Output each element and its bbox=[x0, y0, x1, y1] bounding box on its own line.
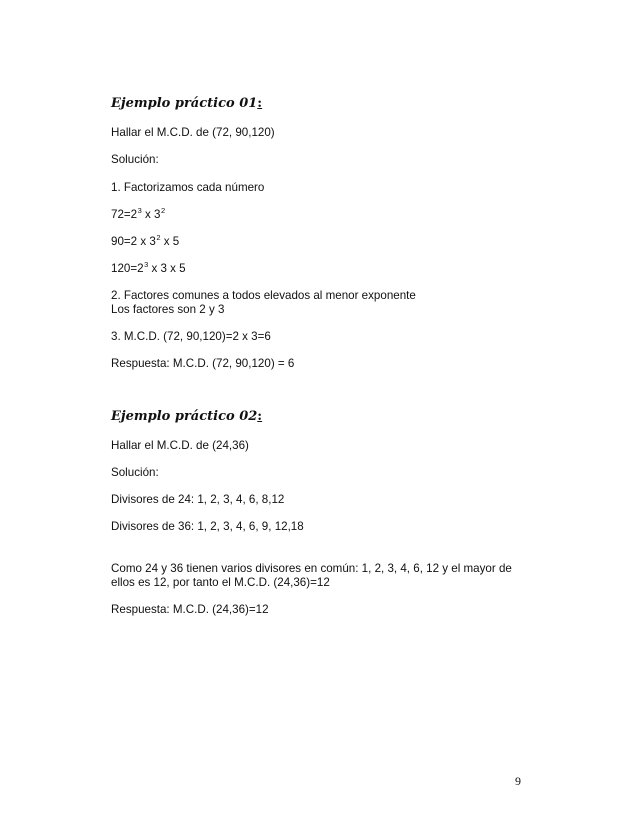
factorization-120-exponent: 3 bbox=[144, 260, 149, 269]
factorization-120 bbox=[111, 262, 186, 277]
factorization-120-base: 120=2 bbox=[111, 262, 144, 275]
example-1-answer: Respuesta: M.C.D. (72, 90,120) = 6 bbox=[111, 357, 295, 370]
factorization-120-rest: x 3 x 5 bbox=[148, 262, 186, 275]
example-2-heading bbox=[111, 409, 262, 425]
example-1-heading-colon: : bbox=[257, 96, 263, 111]
factorization-90-base: 90=2 x 3 bbox=[111, 235, 156, 248]
example-2-solution-label: Solución: bbox=[111, 466, 159, 479]
page-number: 9 bbox=[515, 774, 521, 788]
example-2-answer: Respuesta: M.C.D. (24,36)=12 bbox=[111, 603, 269, 616]
divisors-36: Divisores de 36: 1, 2, 3, 4, 6, 9, 12,18 bbox=[111, 520, 304, 533]
example-1-step-1: 1. Factorizamos cada número bbox=[111, 181, 265, 194]
example-2-conclusion-line-1: Como 24 y 36 tienen varios divisores en común: 1, 2, 3, 4, 6, 12 y el mayor de bbox=[111, 562, 512, 575]
factorization-72 bbox=[111, 208, 165, 223]
factorization-90-exponent: 2 bbox=[156, 233, 161, 242]
factorization-72-base: 72=2 bbox=[111, 208, 138, 221]
example-2-statement: Hallar el M.C.D. de (24,36) bbox=[111, 439, 249, 452]
example-1-statement: Hallar el M.C.D. de (72, 90,120) bbox=[111, 126, 275, 139]
example-2-heading-text: Ejemplo práctico 02 bbox=[111, 409, 258, 424]
example-1-step-2-line-2: Los factores son 2 y 3 bbox=[111, 303, 225, 316]
factorization-72-exponent-1: 3 bbox=[137, 206, 142, 215]
example-2-heading-colon: : bbox=[257, 409, 263, 424]
example-1-step-3: 3. M.C.D. (72, 90,120)=2 x 3=6 bbox=[111, 330, 271, 343]
example-1-heading bbox=[111, 96, 262, 112]
factorization-90 bbox=[111, 235, 179, 250]
example-1-step-2-line-1: 2. Factores comunes a todos elevados al menor exponente bbox=[111, 289, 416, 302]
example-2-conclusion-line-2: ellos es 12, por tanto el M.C.D. (24,36)=12 bbox=[111, 576, 330, 589]
factorization-72-exponent-2: 2 bbox=[160, 206, 166, 215]
factorization-90-rest: x 5 bbox=[160, 235, 180, 248]
factorization-72-mid: x 3 bbox=[141, 208, 161, 221]
example-1-heading-text: Ejemplo práctico 01 bbox=[111, 96, 258, 111]
example-1-solution-label: Solución: bbox=[111, 153, 159, 166]
divisors-24: Divisores de 24: 1, 2, 3, 4, 6, 8,12 bbox=[111, 493, 285, 506]
